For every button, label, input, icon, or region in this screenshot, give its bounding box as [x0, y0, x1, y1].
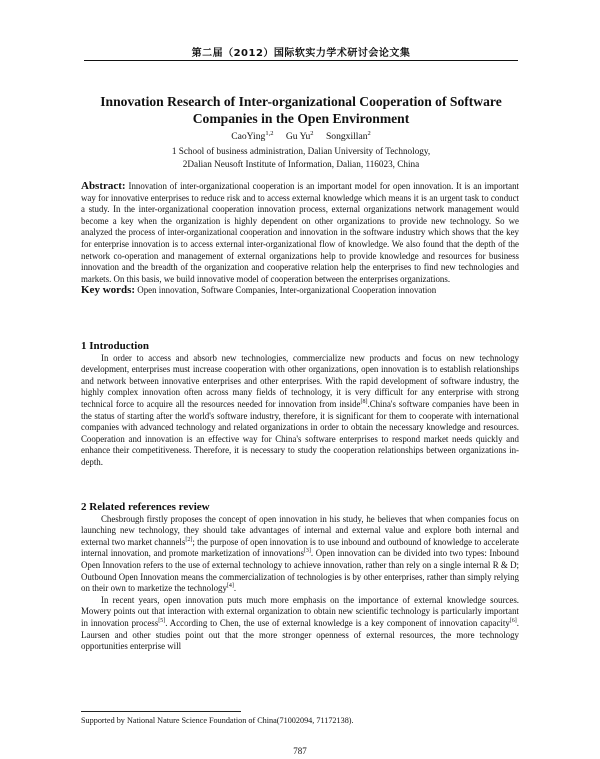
keywords-text: Open innovation, Software Companies, Inter-organizational Cooperation innovation — [137, 285, 437, 296]
section-2-heading: 2 Related references review — [81, 501, 210, 513]
section-introduction — [81, 341, 519, 469]
section-2-paragraph-1 — [81, 514, 519, 595]
affiliation-1: 1 School of business administration, Dalian University of Technology, — [171, 146, 431, 156]
author-1-name: CaoYing — [231, 131, 266, 142]
s2-p2-ref2: [6] — [509, 617, 517, 624]
affiliation-2: 2Dalian Neusoft Institute of Information, Dalian, 116023, China — [182, 158, 420, 169]
s2-p1-ref1: [2] — [185, 536, 193, 543]
s2-p1-c: . Open innovation can be divided into two types: Inbound Open Innovation refers to the use of external technology to achieve innovation, rather than rely on a single internal R & D; Outbound Open Innovation means the commercialization of technologies is by other enterprises, rather than simply relying on their own to marketize the technology — [81, 548, 519, 594]
s2-p1-d: . — [233, 583, 237, 594]
s2-p2-a: In recent years, open innovation puts much more emphasis on the importance of external knowledge sources. Mowery points out that interaction with external organization to obtain new scientific technology is particularly important in innovation process — [81, 594, 519, 628]
s2-p1-ref3: [4] — [226, 583, 234, 590]
section-related-review — [81, 502, 519, 653]
author-1-sup: 1,2 — [265, 129, 274, 137]
author-3-name: Songxillan — [325, 131, 368, 142]
paper-title: Innovation Research of Inter-organizational Cooperation of Software Companies in the Open Environment — [100, 94, 502, 126]
abstract-label: Abstract: — [81, 180, 126, 192]
s1-text-a: In order to access and absorb new technologies, commercialize new products and focus on new technology development, enterprises must increase cooperation with other organizations, open innovation is to establish relationships and network between innovative enterprises and other enterprises. With the rapid development of software industry, the highly complex innovation often across many fields of technology, it is very difficult for any enterprise with strong technical force to acquire all the resources needed for innovation from inside — [81, 352, 519, 409]
author-2-sup: 2 — [310, 129, 314, 137]
author-3-sup: 2 — [367, 129, 371, 137]
section-1-paragraph — [81, 353, 519, 469]
keywords-paragraph — [81, 285, 519, 297]
page-number: 787 — [293, 746, 307, 756]
section-2-paragraph-2 — [81, 595, 519, 653]
header-rule — [84, 60, 518, 61]
footnote: Supported by National Nature Science Foundation of China(71002094, 71172138). — [81, 716, 354, 725]
s2-p1-a: Chesbrough firstly proposes the concept of open innovation in his study, he believes that when companies focus on launching new technology, they should take advantages of internal and external value and explore both internal and external two market channels — [81, 513, 519, 547]
author-2 — [286, 131, 314, 142]
affiliations — [84, 145, 518, 170]
footnote-rule — [81, 711, 241, 712]
running-header: 第二届（2012）国际软实力学术研讨会论文集 — [191, 48, 411, 59]
author-3 — [326, 131, 371, 142]
s2-p2-c: . Laursen and other studies point out that the more stronger openness of external resources, the more technology opportunities enterprise will — [81, 617, 520, 652]
keywords-label: Key words: — [81, 284, 136, 297]
s2-p1-b: ; the purpose of open innovation is to use inbound and outbound of knowledge to accelerate internal innovation, and promote marketization of innovations — [81, 536, 519, 559]
author-2-name: Gu Yu — [285, 131, 311, 142]
s2-p2-b: . According to Chen, the use of external knowledge is a key component of innovation capacity — [165, 617, 510, 628]
s1-text-b: .China's software companies have been in the status of starting after the world's software industry, therefore, it is significant for them to cooperate with international companies with advanced technology and related organizations in order to obtain the necessary knowledge and resources. Cooperation and innovation is an effective way for China's software enterprises to respond market needs quickly and enhance their competitiveness. Therefore, it is necessary to study the cooperation relationships between organizations in-depth. — [81, 398, 520, 467]
abstract-text: Innovation of inter-organizational cooperation is an important model for open innovation. It is an important way for innovative enterprises to reduce risk and to access external knowledge which means it is an urgent task to conduct a study. In the inter-organizational cooperation innovation process, external organizations network management would become a key when the organization is highly dependent on other organizations to provide new technology. So we analyzed the process of inter-organizational cooperation and innovation in the software industry which shows that the key for enterprise innovation is to access external inter-organizational flow of knowledge. We also found that the depth of the network co-operation and management of external organizations help to provide knowledge and resources for business innovation and the breadth of the organization and cooperative relation help the enterprises to find new technologies and markets. On this basis, we build innovative model of cooperation between the enterprises organizations. — [81, 181, 520, 284]
abstract-paragraph — [81, 181, 519, 285]
section-1-heading: 1 Introduction — [81, 340, 149, 352]
s2-p1-ref2: [3] — [303, 548, 311, 555]
s2-p2-ref1: [5] — [158, 617, 166, 624]
abstract — [81, 181, 519, 297]
author-1 — [231, 131, 273, 142]
author-line — [84, 131, 518, 142]
s1-ref-a: [8] — [360, 399, 368, 405]
